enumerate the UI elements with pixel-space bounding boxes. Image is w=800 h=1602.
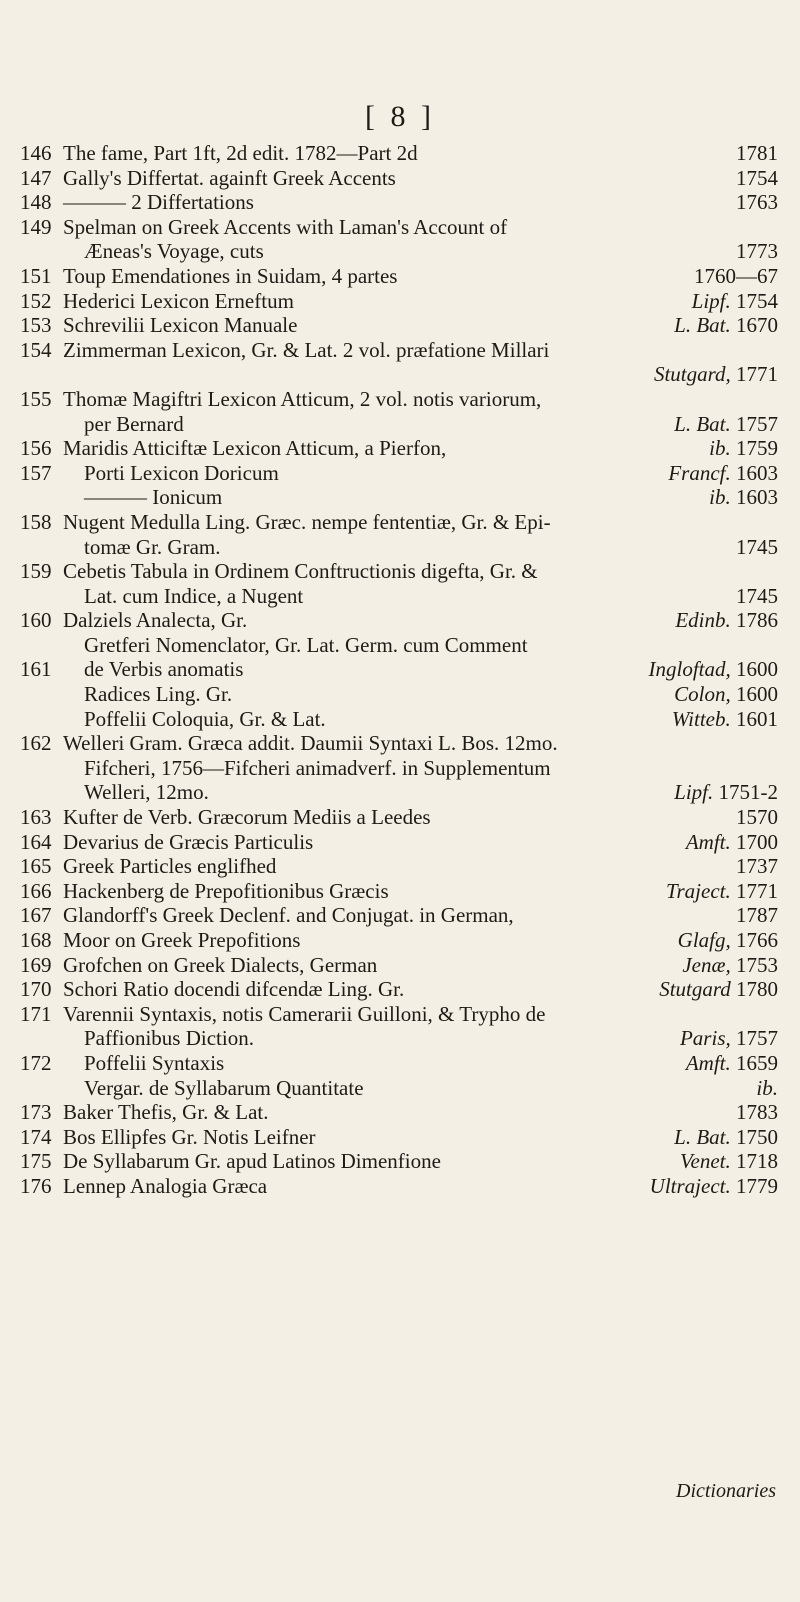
entry-imprint: [654, 362, 778, 387]
entry-place: ib.: [709, 436, 731, 461]
catalog-entry: [20, 977, 800, 1002]
entry-number: 174: [20, 1124, 52, 1149]
entry-imprint: [736, 854, 778, 879]
entry-year: 1603: [736, 460, 778, 485]
entry-number: 173: [20, 1100, 52, 1125]
entry-imprint: [736, 166, 778, 191]
entry-title: Devarius de Græcis Particulis: [63, 829, 314, 854]
entry-title: Porti Lexicon Doricum: [84, 460, 279, 485]
entry-imprint: [694, 264, 778, 289]
entry-imprint: [666, 879, 778, 904]
entry-title: Moor on Greek Prepofitions: [63, 928, 301, 952]
entry-number: 171: [20, 1001, 52, 1026]
catalog-entry: [20, 436, 800, 461]
entry-year: 1759: [736, 436, 778, 461]
entry-imprint: [736, 190, 778, 215]
entry-title: Dalziels Analecta, Gr.: [63, 608, 248, 633]
catalog-entry: [20, 1125, 800, 1150]
catalog-entry: [20, 1100, 800, 1125]
entry-number: 168: [20, 928, 52, 952]
entry-year: 1603: [736, 485, 778, 510]
entry-title: Poffelii Coloquia, Gr. & Lat.: [84, 706, 326, 731]
entry-place: Stutgard: [659, 977, 731, 1002]
entry-year: 1600: [736, 657, 778, 682]
entry-place: Witteb.: [671, 706, 731, 731]
catalog-entry: [20, 289, 800, 314]
entry-number: 147: [20, 165, 52, 190]
catalog-entry: [20, 190, 800, 215]
entry-title: Maridis Atticiftæ Lexicon Atticum, a Pierfon,: [63, 436, 447, 461]
entry-imprint: [736, 805, 778, 830]
entry-year: 1787: [736, 903, 778, 928]
entry-imprint: [675, 608, 778, 633]
entry-number: 155: [20, 386, 52, 411]
entry-title: Æneas's Voyage, cuts: [84, 239, 264, 264]
catalog-entry: [20, 903, 800, 928]
entry-year: 1659: [736, 1050, 778, 1075]
entry-year: 1751-2: [718, 780, 778, 805]
entry-place: Ingloftad,: [648, 657, 731, 682]
entry-number: 146: [20, 141, 52, 165]
entry-imprint: [659, 977, 778, 1002]
entry-title: Grofchen on Greek Dialects, German: [63, 952, 378, 977]
entry-imprint: [678, 928, 778, 953]
entry-imprint: [709, 436, 778, 461]
entry-title: Lennep Analogia Græca: [63, 1173, 268, 1198]
entry-title: Cebetis Tabula in Ordinem Conftructionis digefta, Gr. &: [63, 559, 538, 584]
catalog-entry: [20, 338, 800, 363]
entry-year: 1718: [736, 1149, 778, 1174]
entry-year: 1780: [736, 977, 778, 1002]
entry-place: ib.: [709, 485, 731, 510]
entry-place: L. Bat.: [674, 411, 731, 436]
entry-number: 152: [20, 288, 52, 313]
entry-place: Lipf.: [674, 780, 714, 805]
entry-title: Varennii Syntaxis, notis Camerarii Guilloni, & Trypho de: [63, 1001, 546, 1026]
entry-number: 159: [20, 559, 52, 584]
entry-number: 153: [20, 313, 52, 338]
entry-year: 1753: [736, 952, 778, 977]
catalog-entry: [20, 141, 800, 166]
entry-imprint: [682, 953, 778, 978]
entry-year: 1760—67: [694, 263, 778, 288]
entry-title: Bos Ellipfes Gr. Notis Leifner: [63, 1124, 316, 1149]
entry-year: 1601: [736, 706, 778, 731]
entry-number: 165: [20, 854, 52, 879]
catalog-entry: [20, 215, 800, 240]
entry-number: 164: [20, 829, 52, 854]
entry-imprint: [756, 1076, 778, 1101]
entry-title: Kufter de Verb. Græcorum Mediis a Leedes: [63, 805, 431, 830]
catalog-entry: [20, 1149, 800, 1174]
entry-number: 148: [20, 190, 52, 215]
entry-title: Poffelii Syntaxis: [84, 1050, 225, 1075]
entry-year: 1745: [736, 534, 778, 559]
entry-number: 163: [20, 805, 52, 830]
entry-number: 172: [20, 1050, 52, 1075]
entry-number: 149: [20, 214, 52, 239]
entry-place: Ultraject.: [649, 1173, 731, 1198]
entry-title: Paffionibus Diction.: [84, 1026, 254, 1051]
entry-place: Stutgard,: [653, 362, 731, 387]
entry-number: 151: [20, 263, 52, 288]
entry-number: 170: [20, 977, 52, 1002]
entry-year: 1754: [736, 288, 778, 313]
catalog-entry: [20, 854, 800, 879]
entry-year: 1670: [736, 313, 778, 338]
entry-place: Paris,: [679, 1026, 731, 1051]
entry-title: Thomæ Magiftri Lexicon Atticum, 2 vol. notis variorum,: [63, 386, 542, 411]
catalog-entry: [20, 584, 800, 609]
entry-number: 158: [20, 509, 52, 534]
entry-place: Amft.: [685, 829, 731, 854]
entry-number: 167: [20, 903, 52, 928]
entry-imprint: [686, 1051, 778, 1076]
entry-place: ib.: [756, 1075, 778, 1100]
entry-title: de Verbis anomatis: [84, 657, 244, 682]
entry-title: Glandorff's Greek Declenf. and Conjugat. in German,: [63, 903, 514, 928]
catalog-entry: [20, 362, 800, 387]
page-header: [ 8 ]: [365, 100, 435, 133]
entry-number: 169: [20, 952, 52, 977]
catalog-entry: [20, 264, 800, 289]
catalog-entry: [20, 928, 800, 953]
catalog-entry: [20, 313, 800, 338]
catalog-list: [20, 141, 800, 1199]
entry-year: 1783: [736, 1100, 778, 1125]
entry-imprint: [736, 903, 778, 928]
catalog-entry: [20, 535, 800, 560]
entry-title: Radices Ling. Gr.: [84, 682, 233, 707]
catalog-entry: [20, 682, 800, 707]
entry-imprint: [674, 1125, 778, 1150]
catalog-entry: [20, 412, 800, 437]
entry-title: ——— 2 Differtations: [63, 190, 254, 215]
entry-year: 1773: [736, 239, 778, 264]
entry-title: Greek Particles englifhed: [63, 854, 277, 879]
entry-title: Zimmerman Lexicon, Gr. & Lat. 2 vol. præfatione Millari: [63, 337, 550, 362]
catalog-entry: [20, 166, 800, 191]
entry-imprint: [668, 461, 778, 486]
entry-title: tomæ Gr. Gram.: [84, 534, 221, 559]
entry-title: Hackenberg de Prepofitionibus Græcis: [63, 878, 389, 903]
entry-imprint: [736, 584, 778, 609]
entry-place: L. Bat.: [674, 1124, 731, 1149]
entry-title: Welleri Gram. Græca addit. Daumii Syntaxi L. Bos. 12mo.: [63, 731, 558, 756]
entry-year: 1700: [736, 829, 778, 854]
entry-imprint: [674, 313, 778, 338]
entry-imprint: [692, 289, 778, 314]
entry-number: 154: [20, 337, 52, 362]
catalog-entry: [20, 830, 800, 855]
entry-place: Jenæ,: [682, 952, 731, 977]
catalog-entry: [20, 731, 800, 756]
entry-place: Amft.: [685, 1050, 731, 1075]
catalog-entry: [20, 953, 800, 978]
catalog-entry: [20, 510, 800, 535]
entry-title: per Bernard: [84, 411, 184, 436]
catalog-entry: [20, 461, 800, 486]
entry-title: Welleri, 12mo.: [84, 780, 209, 805]
entry-title: Vergar. de Syllabarum Quantitate: [84, 1075, 364, 1100]
entry-imprint: [674, 780, 778, 805]
catalog-entry: [20, 1002, 800, 1027]
entry-year: 1786: [736, 608, 778, 633]
catchword: Dictionaries: [676, 1480, 776, 1502]
entry-year: 1781: [736, 141, 778, 165]
entry-title: Schori Ratio docendi difcendæ Ling. Gr.: [63, 977, 405, 1002]
entry-number: 166: [20, 878, 52, 903]
entry-place: Traject.: [665, 878, 731, 903]
entry-number: 160: [20, 608, 52, 633]
catalog-entry: [20, 608, 800, 633]
entry-imprint: [686, 830, 778, 855]
entry-year: 1771: [736, 878, 778, 903]
catalog-entry: [20, 879, 800, 904]
entry-imprint: [736, 535, 778, 560]
catalog-entry: [20, 485, 800, 510]
entry-place: L. Bat.: [674, 313, 731, 338]
entry-year: 1737: [736, 854, 778, 879]
entry-imprint: [672, 707, 778, 732]
entry-imprint: [674, 682, 778, 707]
catalog-entry: [20, 756, 800, 781]
entry-place: Lipf.: [691, 288, 731, 313]
entry-imprint: [649, 657, 779, 682]
entry-year: 1771: [736, 362, 778, 387]
catalog-entry: [20, 1174, 800, 1199]
catalog-entry: [20, 1051, 800, 1076]
entry-number: 157: [20, 460, 52, 485]
entry-place: Colon,: [674, 682, 731, 707]
entry-title: Fifcheri, 1756—Fifcheri animadverf. in Supplementum: [84, 755, 551, 780]
entry-imprint: [674, 412, 778, 437]
catalog-entry: [20, 780, 800, 805]
entry-title: Spelman on Greek Accents with Laman's Account of: [63, 214, 508, 239]
entry-title: ——— Ionicum: [84, 485, 223, 510]
entry-title: Nugent Medulla Ling. Græc. nempe fententiæ, Gr. & Epi-: [63, 509, 551, 534]
entry-imprint: [709, 485, 778, 510]
entry-title: Hederici Lexicon Erneftum: [63, 288, 294, 313]
entry-imprint: [736, 141, 778, 166]
entry-place: Edinb.: [675, 608, 731, 633]
entry-title: Schrevilii Lexicon Manuale: [63, 313, 298, 338]
entry-year: 1754: [736, 165, 778, 190]
catalog-entry: [20, 1026, 800, 1051]
catalog-entry: [20, 1076, 800, 1101]
entry-title: Gretferi Nomenclator, Gr. Lat. Germ. cum Comment: [84, 632, 528, 657]
entry-number: 162: [20, 731, 52, 756]
entry-title: Toup Emendationes in Suidam, 4 partes: [63, 263, 398, 288]
entry-title: Baker Thefis, Gr. & Lat.: [63, 1100, 269, 1125]
entry-year: 1757: [736, 1026, 778, 1051]
entry-imprint: [736, 1100, 778, 1125]
entry-imprint: [736, 239, 778, 264]
entry-year: 1750: [736, 1124, 778, 1149]
entry-year: 1600: [736, 682, 778, 707]
entry-imprint: [650, 1174, 778, 1199]
catalog-entry: [20, 239, 800, 264]
catalog-entry: [20, 657, 800, 682]
entry-number: 176: [20, 1173, 52, 1198]
catalog-entry: [20, 633, 800, 658]
entry-number: 175: [20, 1149, 52, 1174]
entry-place: Venet.: [680, 1149, 731, 1174]
entry-title: The fame, Part 1ft, 2d edit. 1782—Part 2d: [63, 141, 418, 165]
entry-place: Francf.: [668, 460, 731, 485]
catalog-entry: [20, 387, 800, 412]
entry-year: 1757: [736, 411, 778, 436]
entry-imprint: [680, 1026, 778, 1051]
entry-title: Gally's Differtat. againft Greek Accents: [63, 165, 396, 190]
catalog-entry: [20, 805, 800, 830]
entry-number: 156: [20, 436, 52, 461]
entry-number: 161: [20, 657, 52, 682]
catalog-entry: [20, 707, 800, 732]
entry-title: Lat. cum Indice, a Nugent: [84, 583, 304, 608]
entry-year: 1745: [736, 583, 778, 608]
entry-year: 1763: [736, 190, 778, 215]
catalog-entry: [20, 559, 800, 584]
entry-year: 1766: [736, 928, 778, 952]
entry-year: 1570: [736, 805, 778, 830]
entry-imprint: [680, 1149, 778, 1174]
entry-year: 1779: [736, 1173, 778, 1198]
entry-place: Glafg,: [677, 928, 731, 952]
entry-title: De Syllabarum Gr. apud Latinos Dimenfione: [63, 1149, 441, 1174]
